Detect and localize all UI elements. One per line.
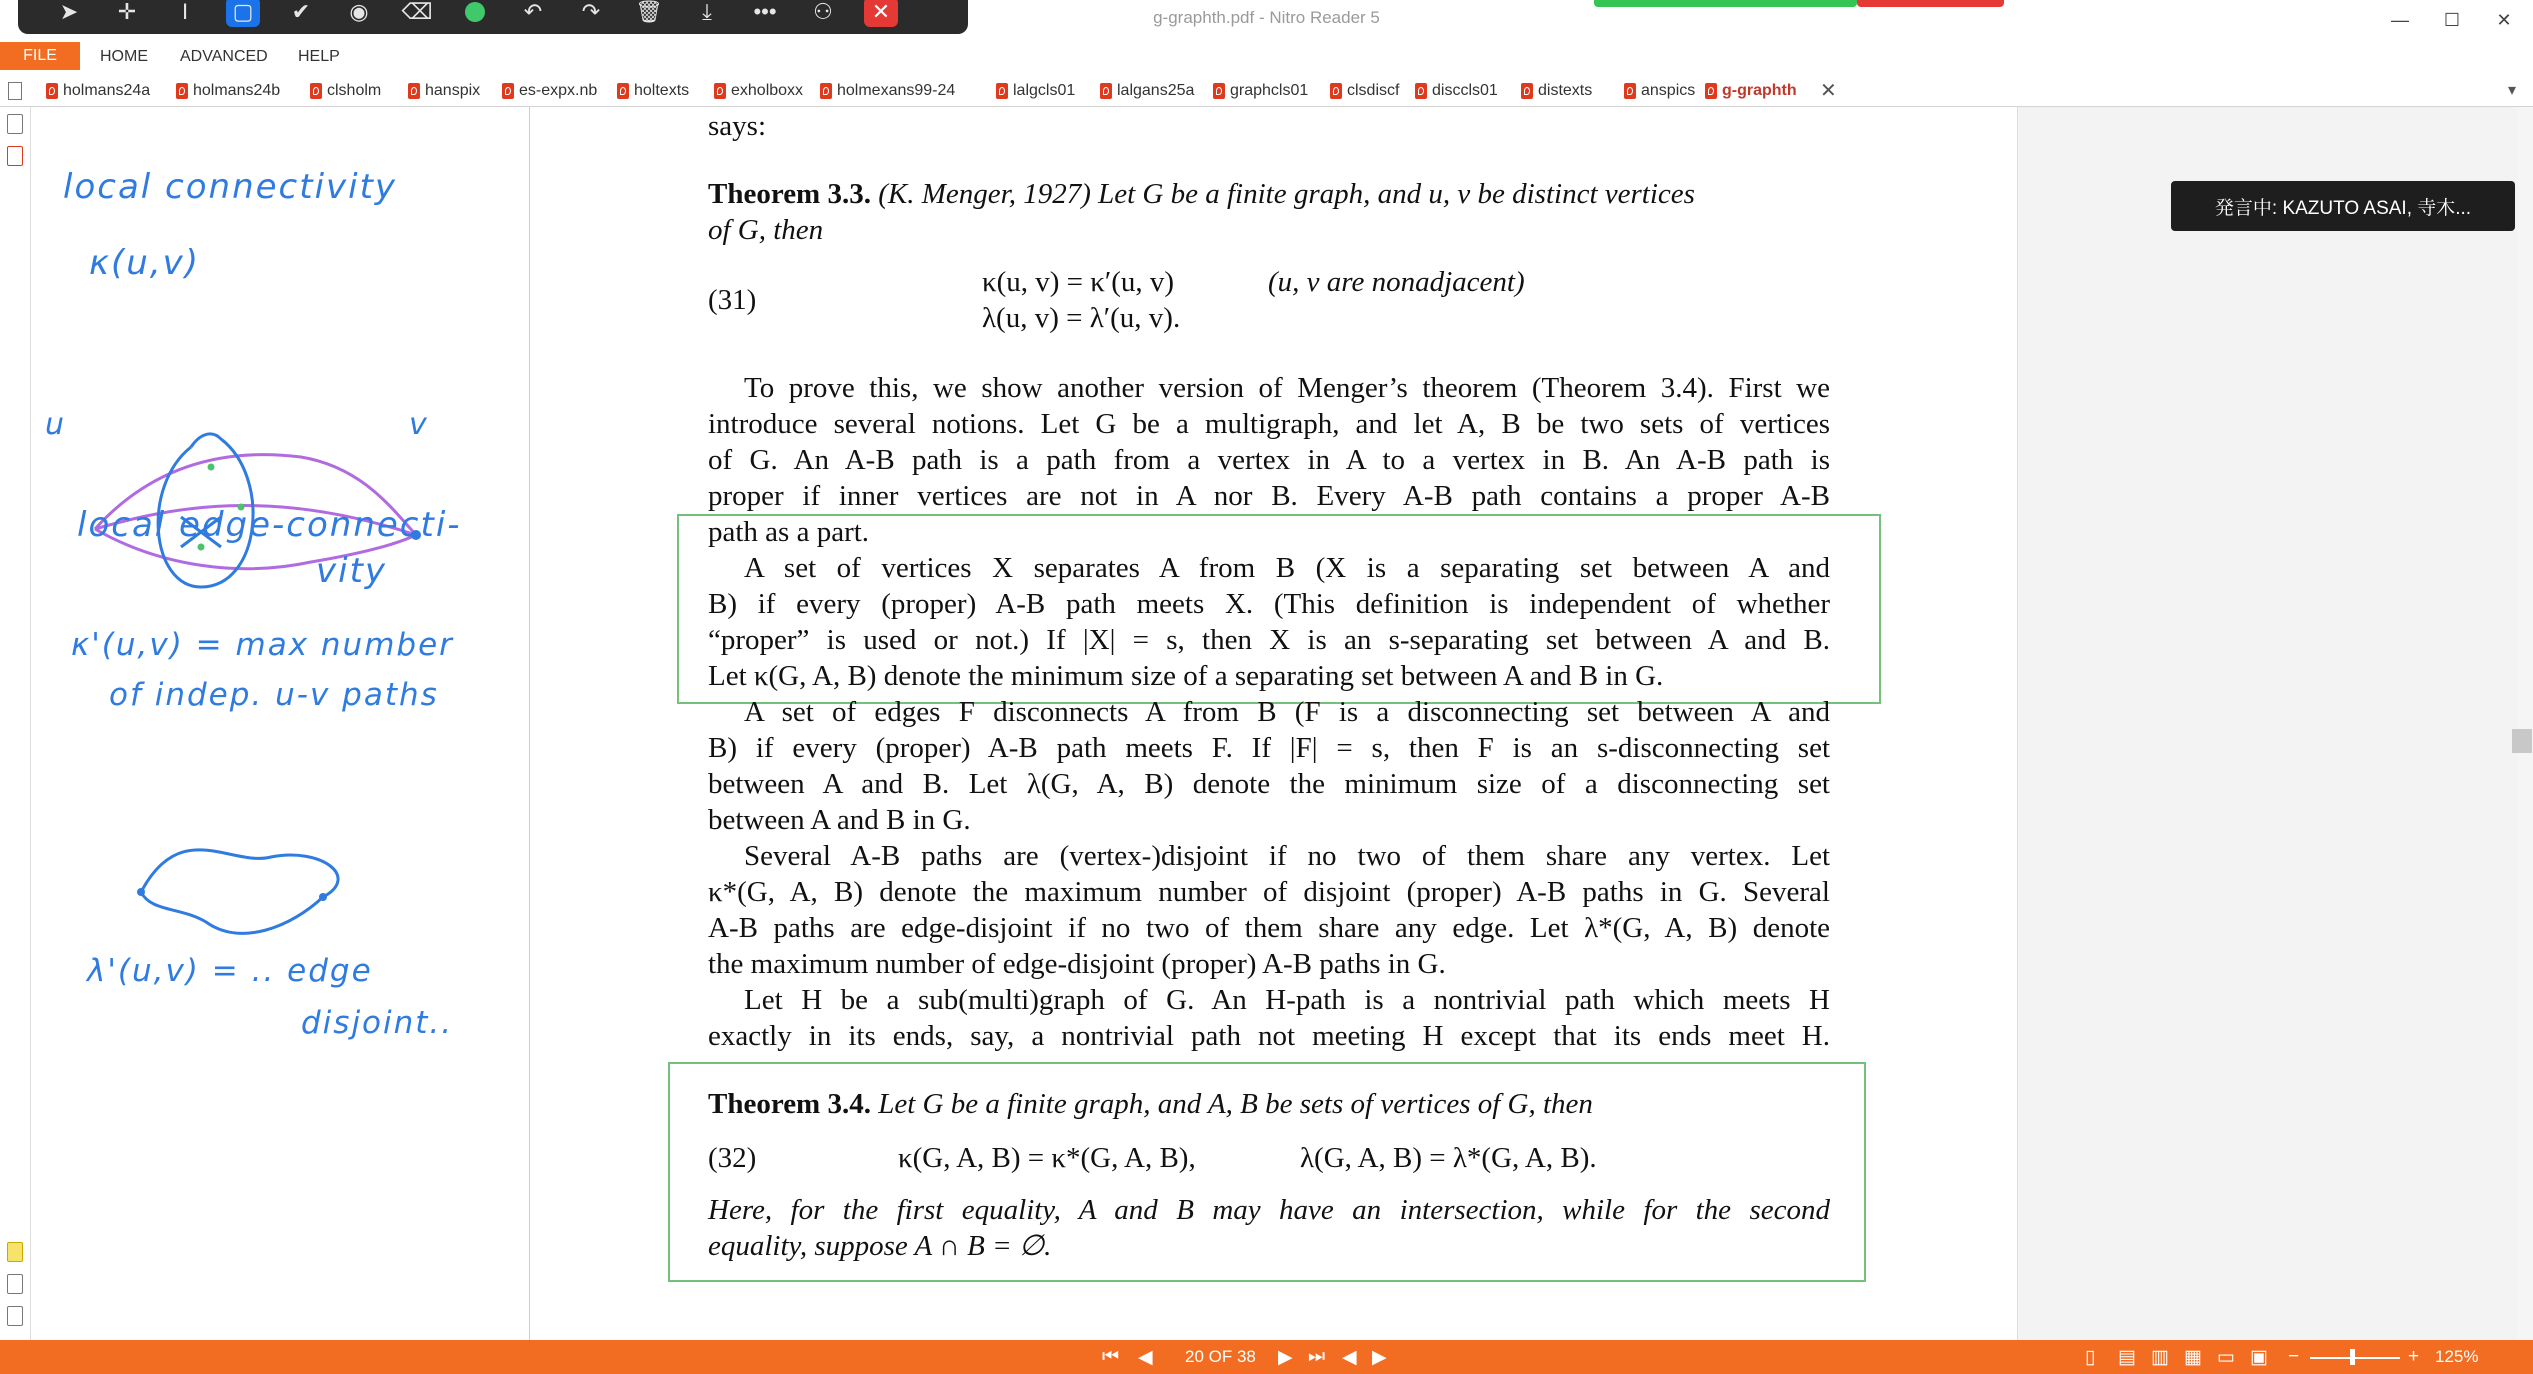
zoom-slider-handle[interactable] [2350, 1349, 2355, 1365]
zoom-level[interactable]: 125% [2435, 1347, 2479, 1366]
pdf-file-icon [1213, 83, 1225, 99]
pdf-file-icon [310, 83, 322, 99]
para2-line1: A set of vertices X separates A from B (X is a separating set between A and [744, 552, 1830, 584]
tab-label: distexts [1538, 82, 1593, 99]
tab-g-graphth[interactable] [1705, 80, 1797, 102]
tab-graphcls01[interactable] [1213, 80, 1308, 102]
layers-icon[interactable] [7, 1306, 23, 1326]
comments-icon[interactable] [7, 1242, 23, 1262]
pdf-file-icon [617, 83, 629, 99]
text-cursor-icon[interactable]: I [181, 0, 189, 24]
pdf-file-icon [1415, 83, 1427, 99]
facing-view-icon[interactable]: ▥ [2151, 1347, 2169, 1368]
pdf-file-icon [996, 83, 1008, 99]
window-title: g-graphth.pdf - Nitro Reader 5 [1153, 8, 1380, 27]
tab-holmexans99-24[interactable] [820, 80, 955, 102]
note-lambda-prime: λ'(u,v) = .. edge [87, 953, 373, 989]
color-icon[interactable] [446, 0, 504, 29]
tab-label: g-graphth [1722, 82, 1797, 99]
tab-label: lalgcls01 [1013, 82, 1076, 99]
equation-32-b: λ(G, A, B) = λ*(G, A, B). [1300, 1142, 1597, 1174]
theorem-3-3-line1 [708, 176, 1695, 212]
tab-label: anspics [1641, 82, 1696, 99]
tab-holmans24b[interactable] [176, 80, 280, 102]
theorem-3-4-label: Theorem 3.4. [708, 1088, 871, 1120]
tab-label: hanspix [425, 82, 481, 99]
para2-line4: Let κ(G, A, B) denote the minimum size of a separating set between A and B in G. [708, 660, 1664, 692]
facing-continuous-view-icon[interactable]: ▦ [2184, 1347, 2202, 1368]
para1-line5: path as a part. [708, 516, 870, 548]
signatures-icon[interactable] [7, 1274, 23, 1294]
tab-clsholm[interactable] [310, 80, 381, 102]
para4-line1: Several A-B paths are (vertex-)disjoint if no two of them share any vertex. Let [744, 840, 1830, 872]
note-edge-disjoint: disjoint.. [301, 1005, 454, 1041]
para3-line2: B) if every (proper) A-B path meets F. If |F| = s, then F is an s-disconnecting set [708, 732, 1830, 764]
theorem-3-3-text: (K. Menger, 1927) Let G be a finite graph, and u, v be distinct vertices [878, 178, 1695, 210]
para4-line2: κ*(G, A, B) denote the maximum number of disjoint (proper) A-B paths in G. Several [708, 876, 1830, 908]
menu-home[interactable]: HOME [100, 48, 148, 65]
tab-lalgcls01[interactable] [996, 80, 1075, 102]
tab-disccls01[interactable] [1415, 80, 1498, 102]
last-page-icon[interactable]: ⏭ [1308, 1346, 1326, 1367]
note-indep-paths: of indep. u-v paths [109, 677, 439, 713]
next-page-icon[interactable]: ▶ [1278, 1347, 1293, 1368]
menu-help[interactable]: HELP [298, 48, 340, 65]
equation-32-number: (32) [708, 1142, 757, 1174]
tab-clsdiscf[interactable] [1330, 80, 1399, 102]
back-view-icon[interactable]: ◀ [1342, 1347, 1357, 1368]
para4-line4: the maximum number of edge-disjoint (proper) A-B paths in G. [708, 948, 1446, 980]
handwritten-notes-panel [31, 107, 530, 1340]
note-kappa-prime: κ'(u,v) = max number [71, 627, 454, 663]
theorem-3-4-line1 [708, 1086, 1593, 1122]
pdf-file-icon [1705, 83, 1717, 99]
checkmark-icon[interactable]: ✔ [291, 0, 311, 24]
attachments-icon[interactable] [7, 146, 23, 166]
move-icon[interactable]: ✛ [117, 0, 137, 24]
fit-page-icon[interactable]: ▣ [2250, 1347, 2268, 1368]
para5-line2: exactly in its ends, say, a nontrivial path not meeting H except that its ends meet H. [708, 1020, 1830, 1052]
note-u: u [45, 407, 67, 442]
pages-icon[interactable] [8, 82, 22, 100]
meeting-status-green[interactable] [1594, 0, 1857, 7]
meeting-status-red[interactable] [1857, 0, 2004, 7]
equation-31-a: κ(u, v) = κ′(u, v) [982, 266, 1175, 298]
stamp-icon[interactable]: ◉ [349, 0, 369, 24]
select-arrow-icon[interactable]: ➤ [59, 0, 79, 24]
pdf-file-icon [1100, 83, 1112, 99]
tab-holmans24a[interactable] [46, 80, 150, 102]
annotation-toolbar [18, 0, 968, 34]
text-says: says: [708, 110, 766, 142]
pdf-file-icon [502, 83, 514, 99]
page-indicator[interactable]: 20 OF 38 [1185, 1347, 1256, 1366]
tab-label: graphcls01 [1230, 82, 1309, 99]
tab-label: es-expx.nb [519, 82, 598, 99]
menu-file[interactable]: FILE [0, 42, 80, 70]
theorem-3-3-line2: of G, then [708, 214, 824, 246]
undo-icon[interactable]: ↶ [523, 0, 543, 24]
pdf-file-icon [820, 83, 832, 99]
para2-line3: “proper” is used or not.) If |X| = s, then X is an s-separating set between A and B. [708, 624, 1830, 656]
para3-line3: between A and B. Let λ(G, A, B) denote the minimum size of a disconnecting set [708, 768, 1830, 800]
zoom-out-icon[interactable]: − [2288, 1346, 2300, 1367]
para2-line2: B) if every (proper) A-B path meets X. (This definition is independent of whether [708, 588, 1830, 620]
tab-es-expx-nb[interactable] [502, 80, 597, 102]
tab-label: holmexans99-24 [837, 82, 956, 99]
tab-exholboxx[interactable] [714, 80, 803, 102]
tab-label: holmans24a [63, 82, 151, 99]
tab-close-icon[interactable]: ✕ [1820, 80, 1837, 102]
pdf-file-icon [1521, 83, 1533, 99]
note-kappa: κ(u,v) [89, 243, 201, 283]
vertical-scrollbar[interactable] [2517, 107, 2533, 1340]
menu-advanced[interactable]: ADVANCED [180, 48, 268, 65]
tab-label: holtexts [634, 82, 690, 99]
tab-label: clsholm [327, 82, 382, 99]
equation-31-condition: (u, v are nonadjacent) [1268, 266, 1525, 298]
redo-icon[interactable]: ↷ [581, 0, 601, 24]
pdf-file-icon [46, 83, 58, 99]
para1-line1: To prove this, we show another version of Menger’s theorem (Theorem 3.4). First we [744, 372, 1830, 404]
pdf-file-icon [1330, 83, 1342, 99]
note-local-connectivity: local connectivity [63, 167, 398, 207]
trash-icon[interactable]: 🗑 [635, 0, 663, 24]
fit-width-icon[interactable]: ▭ [2217, 1347, 2235, 1368]
zoom-slider[interactable] [2310, 1357, 2400, 1359]
tab-hanspix[interactable] [408, 80, 480, 102]
prev-page-icon[interactable]: ◀ [1138, 1347, 1153, 1368]
tab-label: disccls01 [1432, 82, 1498, 99]
forward-view-icon[interactable]: ▶ [1372, 1347, 1387, 1368]
pdf-file-icon [176, 83, 188, 99]
download-icon[interactable]: ⤓ [702, 0, 712, 24]
close-icon[interactable]: ✕ [852, 0, 910, 29]
scrollbar-thumb[interactable] [2512, 729, 2532, 753]
para1-line2: introduce several notions. Let G be a multigraph, and let A, B be two sets of vertices [708, 408, 1830, 440]
theorem-3-4-line2: Here, for the first equality, A and B may have an intersection, while for the second [708, 1194, 1830, 1226]
tab-label: exholboxx [731, 82, 804, 99]
cycle-sketch [111, 757, 411, 957]
theorem-3-4-text: Let G be a finite graph, and A, B be sets of vertices of G, then [878, 1088, 1593, 1120]
theorem-3-4-line3: equality, suppose A ∩ B = ∅. [708, 1230, 1052, 1262]
tab-label: clsdiscf [1347, 82, 1400, 99]
para4-line3: A-B paths are edge-disjoint if no two of them share any edge. Let λ*(G, A, B) denote [708, 912, 1830, 944]
speaker-indicator: 発言中: KAZUTO ASAI, 寺木... [2171, 181, 2515, 231]
close-window-button[interactable]: ✕ [2496, 9, 2512, 30]
para5-line1: Let H be a sub(multi)graph of G. An H-path is a nontrivial path which meets H [744, 984, 1830, 1016]
rectangle-icon[interactable]: ▢ [214, 0, 272, 29]
pdf-file-icon [408, 83, 420, 99]
pdf-file-icon [1624, 83, 1636, 99]
more-icon[interactable]: ••• [753, 0, 777, 24]
left-rail [0, 107, 31, 1340]
para1-line4: proper if inner vertices are not in A nor B. Every A-B path contains a proper A-B [708, 480, 1830, 512]
note-vity: vity [316, 551, 388, 591]
bookmarks-icon[interactable] [7, 114, 23, 134]
single-page-view-icon[interactable]: ▯ [2085, 1347, 2096, 1368]
tab-holtexts[interactable] [617, 80, 689, 102]
note-local-edge-connectivity: local edge-connecti- [77, 505, 462, 545]
minimize-button[interactable]: — [2391, 9, 2409, 30]
maximize-button[interactable]: ☐ [2443, 9, 2461, 30]
tab-distexts[interactable] [1521, 80, 1592, 102]
para1-line3: of G. An A-B path is a path from a vertex in A to a vertex in B. An A-B path is [708, 444, 1830, 476]
equation-31-number: (31) [708, 284, 757, 316]
eraser-icon[interactable]: ⌫ [401, 0, 433, 24]
share-icon[interactable]: ⚇ [813, 0, 833, 24]
tab-lalgans25a[interactable] [1100, 80, 1194, 102]
first-page-icon[interactable]: ⏮ [1102, 1346, 1120, 1367]
equation-32-a: κ(G, A, B) = κ*(G, A, B), [898, 1142, 1196, 1174]
para3-line4: between A and B in G. [708, 804, 971, 836]
tab-label: holmans24b [193, 82, 281, 99]
theorem-3-3-label: Theorem 3.3. [708, 178, 871, 210]
tab-anspics[interactable] [1624, 80, 1695, 102]
equation-31-b: λ(u, v) = λ′(u, v). [982, 302, 1181, 334]
para3-line1: A set of edges F disconnects A from B (F is a disconnecting set between A and [744, 696, 1830, 728]
zoom-in-icon[interactable]: + [2408, 1346, 2420, 1367]
continuous-view-icon[interactable]: ▤ [2118, 1347, 2136, 1368]
tab-label: lalgans25a [1117, 82, 1195, 99]
tab-overflow-chevron-icon[interactable]: ▾ [2508, 82, 2517, 99]
pdf-file-icon [714, 83, 726, 99]
note-v: v [409, 407, 429, 442]
ribbon [0, 42, 2533, 70]
